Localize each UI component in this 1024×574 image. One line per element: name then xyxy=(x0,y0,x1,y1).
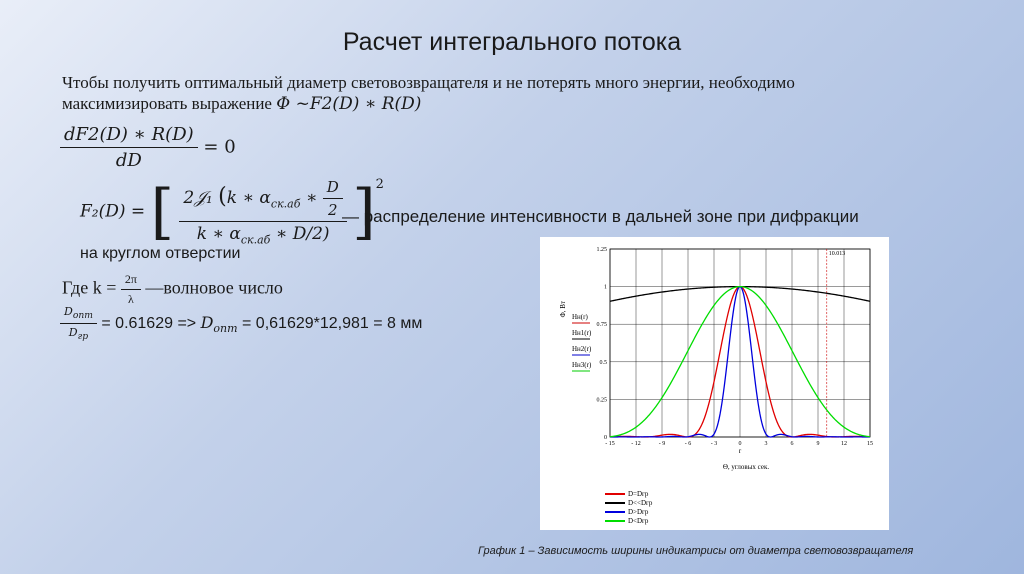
f2-denominator xyxy=(179,222,346,246)
left-legend-label: Hн2(r) xyxy=(572,345,592,353)
left-legend-label: Hн1(r) xyxy=(572,329,592,337)
x-variable-label: r xyxy=(738,447,742,455)
y-tick-label: 1 xyxy=(604,284,607,291)
f2-lhs: F₂(D) = xyxy=(80,201,146,222)
ratio-numerator: $D_{опт}$ xyxy=(60,305,97,324)
bottom-legend-label: D<<Dгр xyxy=(628,499,653,507)
x-axis-label: Θ, угловых сек. xyxy=(722,463,770,471)
f2-numerator-sub: ск.аб xyxy=(270,197,301,211)
left-legend-label: Hн3(r) xyxy=(572,361,592,369)
f2-numerator-bessel: 2𝒥₁ xyxy=(183,188,213,208)
f2-equation xyxy=(80,178,384,246)
f2-numerator: 2𝒥₁ (k ∗ $\alpha_{ск.аб}$ ∗ $\frac{D}{2}$ xyxy=(179,178,346,222)
distribution-description: — распределение интенсивности в дальней зоне при дифракции xyxy=(342,207,859,226)
ratio-line xyxy=(60,305,422,342)
x-tick-label: 6 xyxy=(790,441,794,447)
x-tick-label: - 15 xyxy=(605,441,615,447)
derivative-numerator: dF2(D) ∗ R(D) xyxy=(60,124,198,148)
intro-line-2-text: максимизировать выражение xyxy=(62,94,272,113)
x-tick-label: 3 xyxy=(764,441,768,447)
marker-label: 10.013 xyxy=(828,251,846,257)
f2-inner-fraction xyxy=(323,178,343,219)
chart-caption: График 1 – Зависимость ширины индикатрисы от диаметра световозвращателя xyxy=(478,545,914,557)
y-tick-label: 1.25 xyxy=(596,247,607,253)
x-tick-label: 12 xyxy=(841,441,847,447)
x-tick-label: - 12 xyxy=(631,441,641,447)
ratio-result: = 0,61629*12,981 = 8 мм xyxy=(242,314,423,332)
x-tick-label: 9 xyxy=(816,441,820,447)
ratio-fraction xyxy=(60,305,97,342)
intro-line-2 xyxy=(62,93,862,115)
derivative-equation xyxy=(60,124,236,171)
y-axis-label: Φ, Вт xyxy=(559,300,567,318)
f2-numerator-k: k ∗ α xyxy=(226,188,271,208)
bottom-legend-label: D>Dгр xyxy=(628,508,649,516)
f2-numerator-post: ∗ xyxy=(305,188,318,208)
left-bracket: [ xyxy=(150,177,174,248)
ratio-denominator: $D_{гр}$ xyxy=(68,326,89,343)
ratio-value: = 0.61629 => xyxy=(101,314,197,332)
x-tick-label: - 6 xyxy=(684,441,692,447)
derivative-fraction xyxy=(60,124,198,171)
bottom-legend-label: D=Dгр xyxy=(628,490,649,498)
f2-den-k: k ∗ α xyxy=(196,224,241,244)
derivative-denominator: dD xyxy=(115,150,142,171)
f2-inner-num: D xyxy=(323,178,343,199)
wave-prefix: Где k = xyxy=(62,277,117,298)
intro-paragraph xyxy=(62,72,862,115)
f2-fraction xyxy=(179,178,346,246)
y-tick-label: 0.25 xyxy=(596,397,607,404)
derivative-rhs: = 0 xyxy=(203,136,236,158)
right-bracket: ] xyxy=(352,177,376,248)
wave-suffix: —волновое число xyxy=(145,277,283,298)
intro-expression: Φ ~F2(D) ∗ R(D) xyxy=(276,94,422,114)
wave-number-line xyxy=(62,272,283,307)
y-tick-label: 0.75 xyxy=(596,322,607,329)
slide-title: Расчет интегрального потока xyxy=(342,28,682,56)
f2-inner-den: 2 xyxy=(328,201,338,219)
left-legend-label: Hн(r) xyxy=(572,313,588,321)
y-tick-label: 0.5 xyxy=(599,359,607,366)
chart-container xyxy=(540,237,889,530)
x-tick-label: 0 xyxy=(738,441,742,447)
wave-num: 2π xyxy=(121,272,141,290)
hole-description: на круглом отверстии xyxy=(80,245,241,262)
f2-power: 2 xyxy=(375,177,384,193)
y-tick-label: 0 xyxy=(604,435,607,441)
chart-svg xyxy=(540,237,889,530)
wave-den: λ xyxy=(127,292,134,306)
bottom-legend-label: D<Dгр xyxy=(628,517,649,525)
f2-den-sub: ск.аб xyxy=(240,233,271,247)
f2-den-post: ∗ D/2) xyxy=(275,224,330,244)
ratio-d: $D_{опт}$ xyxy=(200,312,238,336)
intro-line-1: Чтобы получить оптимальный диаметр световозвращателя и не потерять много энергии, необходимо xyxy=(62,73,795,92)
x-tick-label: 15 xyxy=(867,441,873,447)
x-tick-label: - 3 xyxy=(710,441,718,447)
wave-fraction xyxy=(121,272,141,307)
x-tick-label: - 9 xyxy=(658,441,666,447)
